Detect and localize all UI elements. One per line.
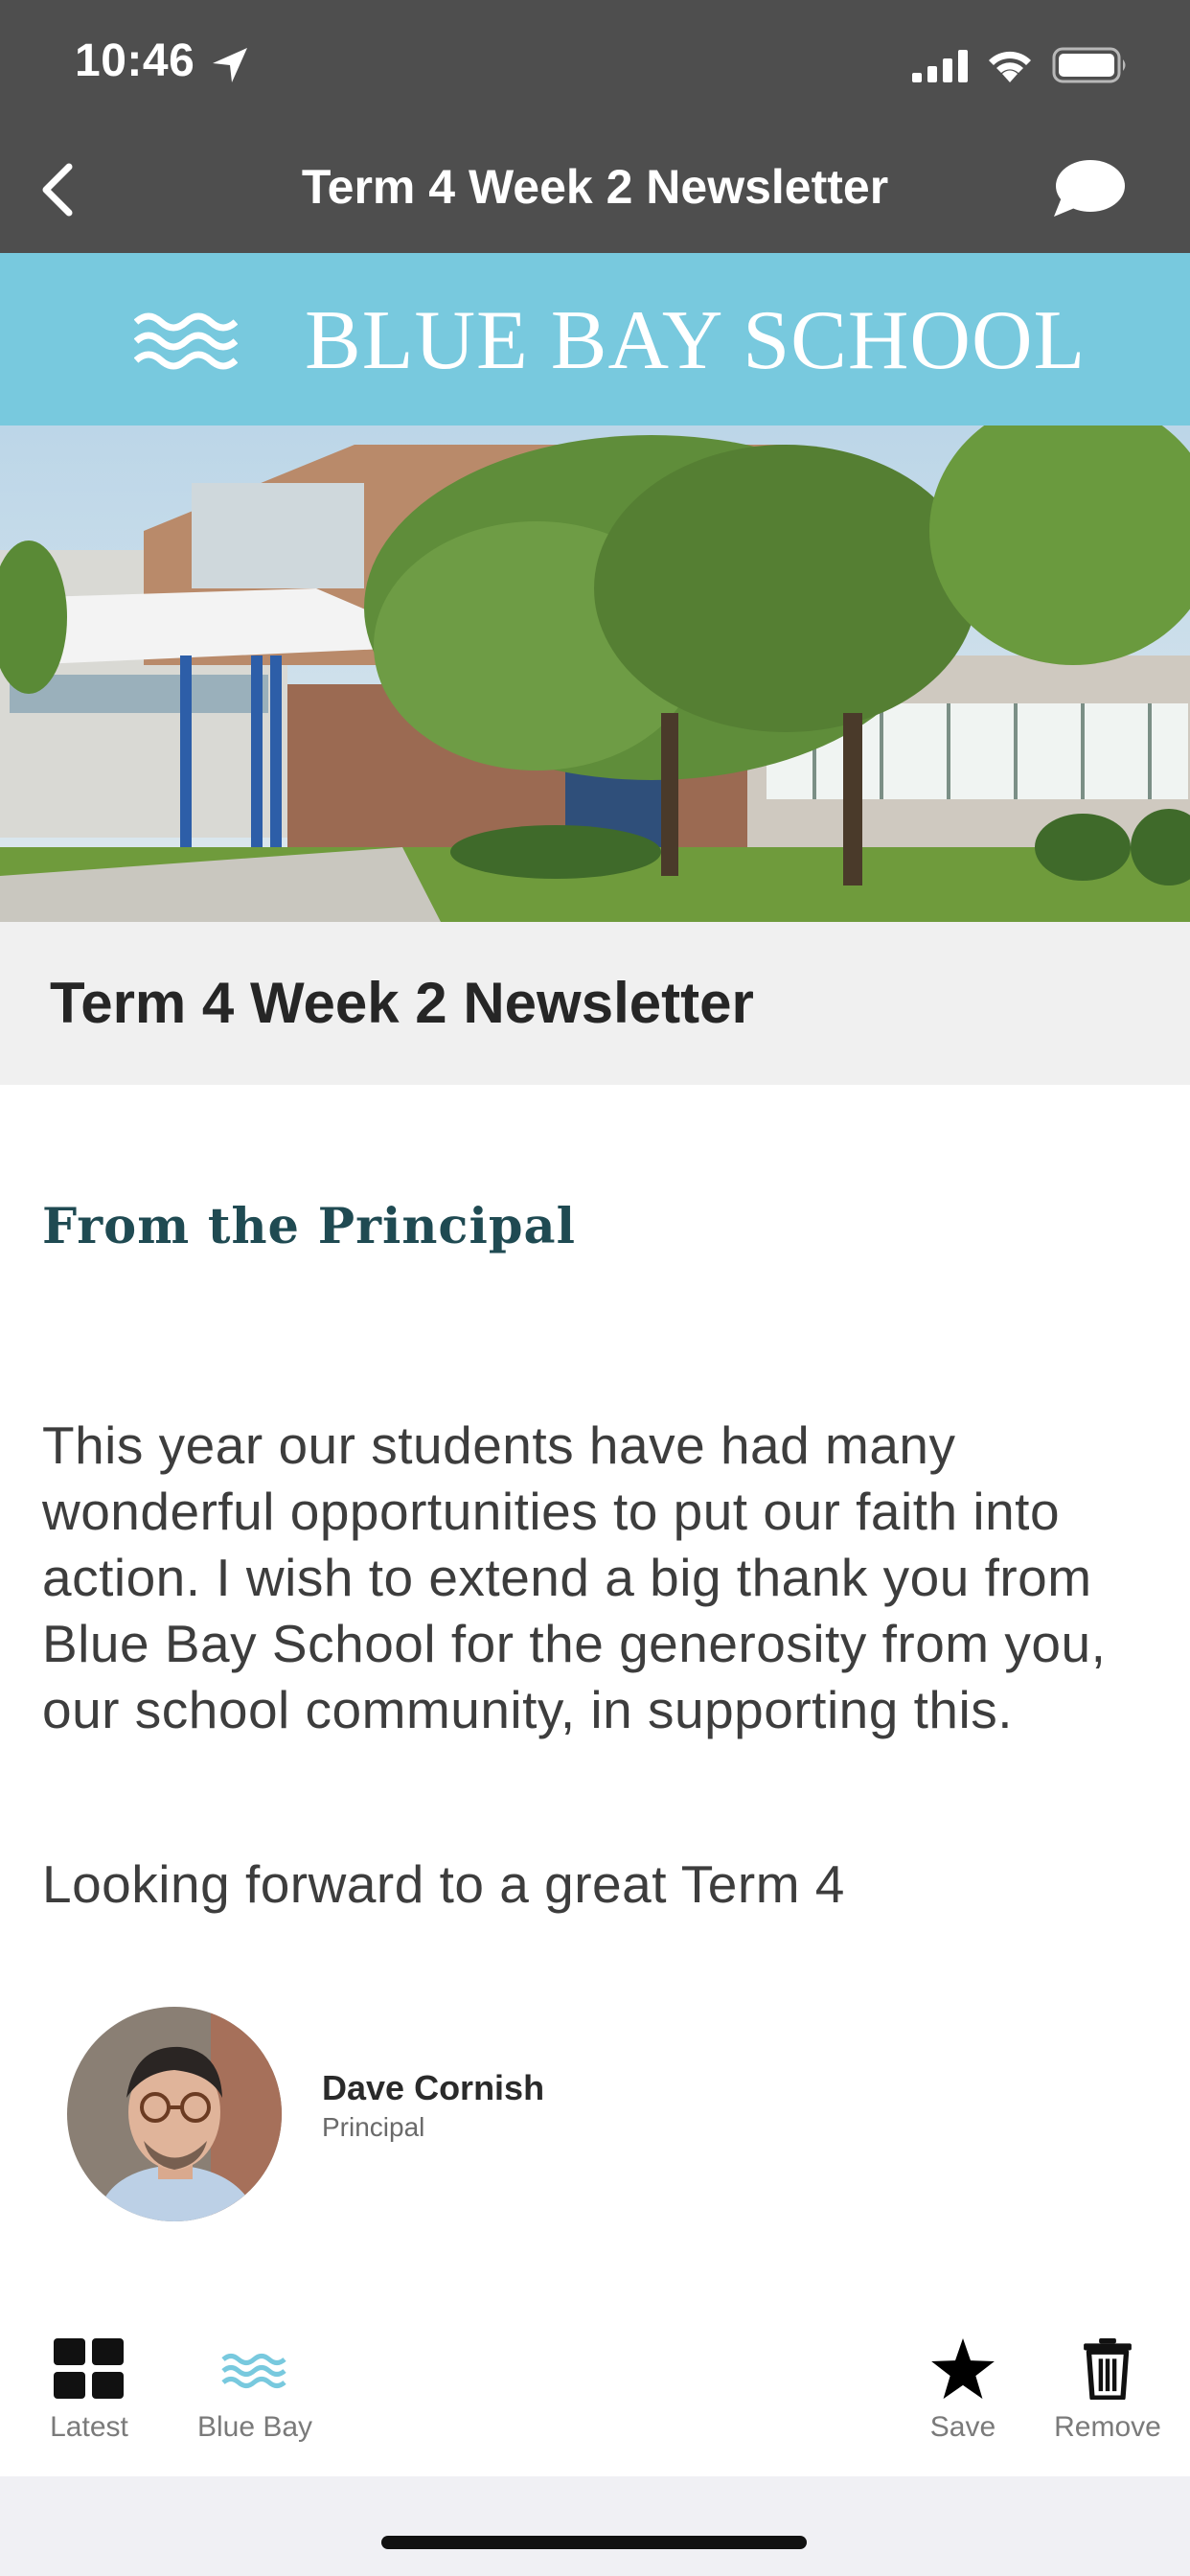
location-arrow-icon	[209, 44, 251, 86]
battery-icon	[1052, 46, 1129, 84]
speech-bubble-icon	[1048, 153, 1129, 226]
tab-blue-bay[interactable]	[188, 2338, 322, 2444]
tab-label: Blue Bay	[196, 2411, 313, 2443]
save-button[interactable]	[910, 2338, 1016, 2444]
article-title: Term 4 Week 2 Newsletter	[50, 971, 754, 1035]
status-time: 10:46	[75, 35, 195, 86]
grid-icon	[54, 2338, 125, 2400]
avatar	[67, 2007, 282, 2221]
tab-label: Save	[929, 2411, 996, 2443]
waves-icon	[221, 2338, 288, 2400]
chevron-left-icon	[38, 161, 77, 218]
school-name: BLUE BAY SCHOOL	[305, 294, 1087, 387]
star-icon	[927, 2338, 999, 2400]
tab-label: Remove	[1054, 2411, 1161, 2443]
remove-button[interactable]	[1041, 2338, 1175, 2444]
home-indicator-area	[0, 2476, 1190, 2576]
trash-icon	[1079, 2338, 1136, 2400]
school-building-photo	[0, 426, 1190, 922]
author-role: Principal	[322, 2112, 425, 2142]
back-button[interactable]	[29, 153, 86, 226]
section-heading: From the Principal	[42, 1198, 576, 1255]
comments-button[interactable]	[1048, 153, 1129, 226]
wifi-icon	[985, 44, 1035, 82]
article-paragraph: Looking forward to a great Term 4	[42, 1854, 845, 1914]
article-paragraph: This year our students have had many wonderful opportunities to put our faith into action. I wish to extend a big thank you from Blue Bay School for the generosity from you, our school community, in supporting this.	[42, 1415, 1107, 1739]
waves-icon	[134, 309, 238, 376]
tab-label: Latest	[50, 2411, 128, 2443]
tab-latest[interactable]	[36, 2338, 142, 2444]
home-indicator[interactable]	[381, 2536, 807, 2549]
nav-title: Term 4 Week 2 Newsletter	[301, 160, 889, 214]
cellular-signal-icon	[912, 50, 972, 82]
author-name: Dave Cornish	[322, 2068, 545, 2107]
